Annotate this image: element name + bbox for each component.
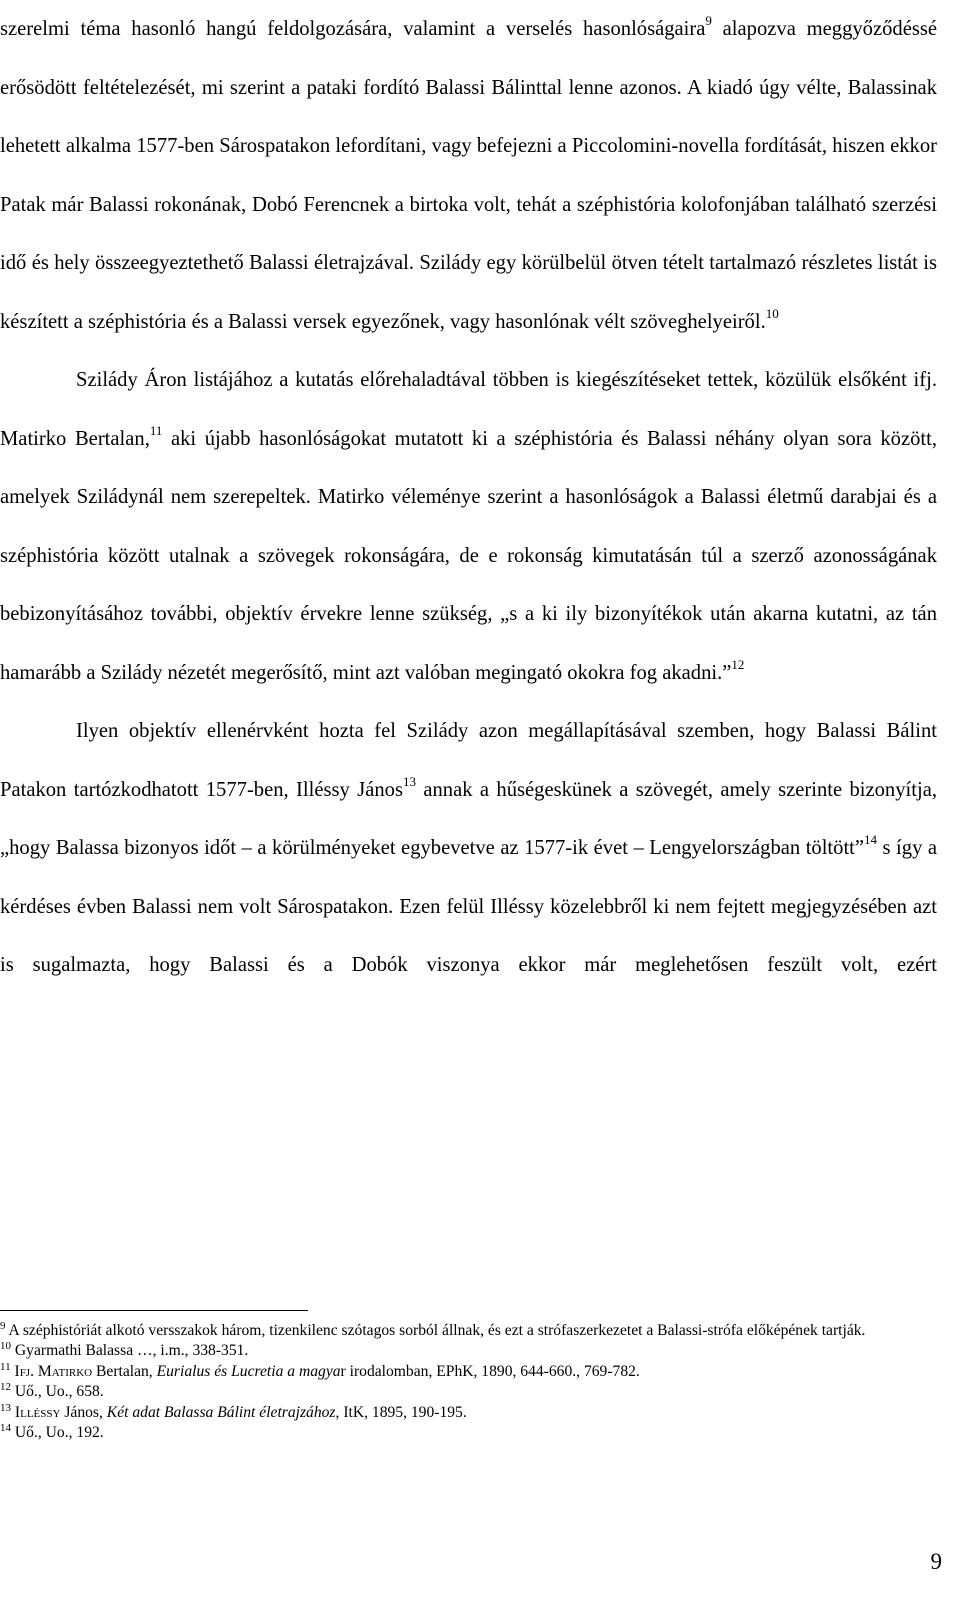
paragraph-3 [0, 702, 937, 995]
footnote-ref-9[interactable]: 9 [705, 13, 712, 28]
footnote-ref-11[interactable]: 11 [149, 422, 163, 438]
footnote-12 [0, 1382, 937, 1402]
footnote-text: , ItK, 1895, 190-195. [335, 1403, 467, 1421]
footnote-separator [0, 1310, 308, 1311]
footnotes [0, 1321, 937, 1443]
paragraph-3-text-b: annak a hűségeskünek a szövegét, amely szerinte bizonyítja, „hogy Balassa bizonyos időt – a körülményeket egybevetve az 1577-ik évet – Lengyelországban töltött” [0, 778, 937, 859]
paragraph-2-text-b: aki újabb hasonlóságokat mutatott ki a széphistória és Balassi néhány olyan sora között, amelyek Sziládynál nem szerepeltek. Matirko véleménye szerint a hasonlóságok a Balassi életmű darabjai és a széphistória között utalnak a szövegek rokonságára, de e rokonság kimutatásán túl a szerző azonosságának bebizonyításához további, objektív érvekre lenne szükség, „s a ki ily bizonyítékok után akarna kutatni, az tán hamarább a Szilády nézetét megerősítő, mint azt valóban megingató okokra fog akadni.” [0, 427, 937, 684]
footnote-ref-10[interactable]: 10 [765, 305, 779, 321]
footnote-text: Uő., Uo., 192. [11, 1424, 104, 1442]
footnote-text: János, [60, 1403, 107, 1421]
footnote-number: 9 [0, 1320, 6, 1332]
footnote-11 [0, 1362, 937, 1382]
footnote-ref-12[interactable]: 12 [731, 656, 745, 672]
paragraph-2-text-a: Szilády Áron listájához a kutatás előrehaladtával többen is kiegészítéseket tettek, közülük elsőként ifj. Matirko Bertalan, [0, 369, 937, 450]
footnote-number: 14 [0, 1422, 11, 1435]
footnote-text: Bertalan, [92, 1362, 157, 1380]
footnote-number: 12 [0, 1381, 11, 1394]
footnote-number: 10 [0, 1340, 11, 1353]
footnote-author: Ifj. Matirko [14, 1362, 93, 1380]
footnote-text: r irodalomban, EPhK, 1890, 644-660., 769-782. [340, 1362, 640, 1380]
footnote-10 [0, 1341, 937, 1361]
paragraph-2 [0, 351, 937, 702]
paragraph-1 [0, 0, 937, 351]
footnote-number: 13 [0, 1401, 11, 1414]
footnote-ref-13[interactable]: 13 [402, 773, 416, 789]
paragraph-3-text-c: s így a kérdéses évben Balassi nem volt Sárospatakon. Ezen felül Illéssy közelebbről ki nem fejtett megjegyzésében azt is sugalmazta, hogy Balassi és a Dobók viszonya ekkor már meglehetősen feszült volt, ezért [0, 837, 938, 976]
page-number: 9 [930, 1549, 942, 1574]
footnote-title: Két adat Balassa Bálint életrajzához [106, 1403, 336, 1421]
paragraph-3-text-a: Ilyen objektív ellenérvként hozta fel Szilády azon megállapításával szemben, hogy Balassi Bálint Patakon tartózkodhatott 1577-ben, Illéssy János [0, 720, 937, 801]
footnote-number: 11 [0, 1360, 11, 1373]
footnote-14 [0, 1423, 937, 1443]
footnote-author: Illéssy [14, 1403, 61, 1421]
footnote-title: Eurialus és Lucretia a magya [156, 1362, 341, 1380]
footnote-ref-14[interactable]: 14 [864, 832, 878, 847]
footnote-text: Gyarmathi Balassa …, i.m., 338-351. [11, 1342, 249, 1360]
footnote-text: A széphistóriát alkotó versszakok három, tizenkilenc szótagos sorból állnak, és ezt a strófaszerkezetet a Balassi-strófa előképének tartják. [5, 1322, 866, 1339]
footnote-text: Uő., Uo., 658. [11, 1383, 104, 1401]
footnote-9 [0, 1321, 937, 1341]
paragraph-1-text-b: alapozva meggyőződéssé erősödött feltételezését, mi szerint a pataki fordító Balassi Bálinttal lenne azonos. A kiadó úgy vélte, Balassinak lehetett alkalma 1577-ben Sárospatakon lefordítani, vagy befejezni a Piccolomini-novella fordítását, hiszen ekkor Patak már Balassi rokonának, Dobó Ferencnek a birtoka volt, tehát a széphistória kolofonjában található szerzési idő és hely összeegyeztethető Balassi életrajzával. Szilády egy körülbelül ötven tételt tartalmazó részletes listát is készített a széphistória és a Balassi versek egyezőnek, vagy hasonlónak vélt szöveghelyeiről. [0, 18, 937, 333]
footnote-13 [0, 1403, 937, 1423]
paragraph-1-text-a: szerelmi téma hasonló hangú feldolgozására, valamint a verselés hasonlóságaira [0, 18, 706, 40]
